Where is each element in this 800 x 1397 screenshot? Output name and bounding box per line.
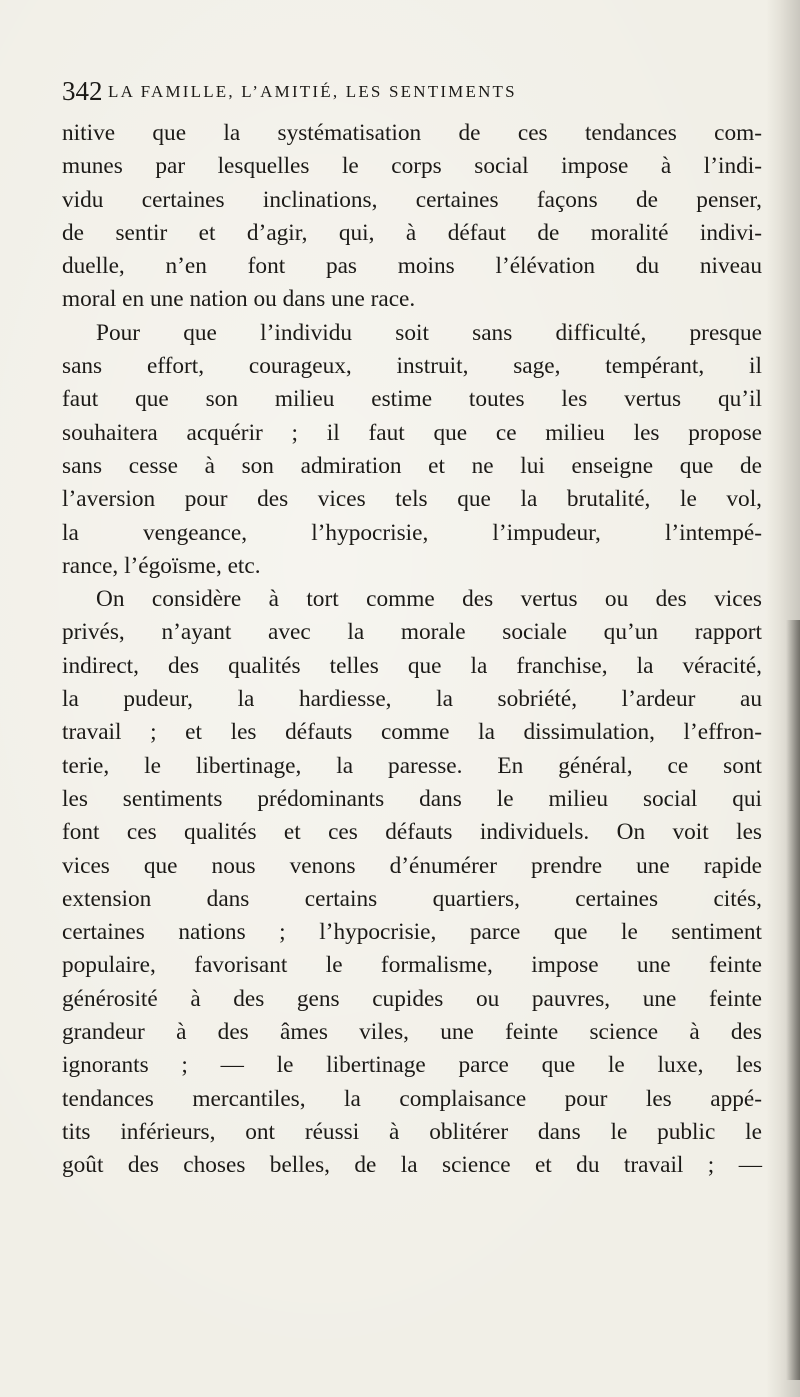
text-line: populaire, favorisant le formalisme, impose une feinte bbox=[62, 952, 762, 979]
text-line: goût des choses belles, de la science et du travail ; — bbox=[62, 1152, 762, 1179]
text-line: travail ; et les défauts comme la dissimulation, l’effron- bbox=[62, 719, 762, 746]
text-line: ignorants ; — le libertinage parce que le luxe, les bbox=[62, 1052, 762, 1079]
text-line: tendances mercantiles, la complaisance pour les appé- bbox=[62, 1085, 762, 1112]
text-line: indirect, des qualités telles que la franchise, la véracité, bbox=[62, 652, 762, 679]
text-line: la vengeance, l’hypocrisie, l’impudeur, l’intempé- bbox=[62, 519, 762, 546]
binding-shadow bbox=[786, 620, 800, 1380]
text-line: générosité à des gens cupides ou pauvres, une feinte bbox=[62, 985, 762, 1012]
text-line: l’aversion pour des vices tels que la brutalité, le vol, bbox=[62, 486, 762, 513]
text-line: certaines nations ; l’hypocrisie, parce que le sentiment bbox=[62, 919, 762, 946]
paragraph-start-line: Pour que l’individu soit sans difficulté, presque bbox=[96, 319, 762, 346]
text-line: font ces qualités et ces défauts individuels. On voit les bbox=[62, 819, 762, 846]
text-line: duelle, n’en font pas moins l’élévation du niveau bbox=[62, 253, 762, 280]
paragraph-end-line: rance, l’égoïsme, etc. bbox=[62, 552, 261, 579]
body-text bbox=[62, 117, 762, 1183]
text-line: privés, n’ayant avec la morale sociale qu’un rapport bbox=[62, 619, 762, 646]
text-line: la pudeur, la hardiesse, la sobriété, l’ardeur au bbox=[62, 686, 762, 713]
text-line: de sentir et d’agir, qui, à défaut de moralité indivi- bbox=[62, 219, 762, 246]
text-line: vices que nous venons d’énumérer prendre une rapide bbox=[62, 852, 762, 879]
running-head: LA FAMILLE, L’AMITIÉ, LES SENTIMENTS bbox=[108, 82, 517, 101]
text-line: munes par lesquelles le corps social impose à l’indi- bbox=[62, 153, 762, 180]
text-line: terie, le libertinage, la paresse. En général, ce sont bbox=[62, 752, 762, 779]
page-number: 342 bbox=[62, 76, 103, 106]
text-line: sans effort, courageux, instruit, sage, tempérant, il bbox=[62, 353, 762, 380]
paragraph-start-line: On considère à tort comme des vertus ou des vices bbox=[96, 586, 762, 613]
text-line: tits inférieurs, ont réussi à oblitérer dans le public le bbox=[62, 1118, 762, 1145]
page-header bbox=[62, 76, 762, 112]
paragraph-end-line: moral en une nation ou dans une race. bbox=[62, 286, 416, 313]
text-line: grandeur à des âmes viles, une feinte science à des bbox=[62, 1019, 762, 1046]
text-line: nitive que la systématisation de ces tendances com- bbox=[62, 120, 762, 146]
text-line: faut que son milieu estime toutes les vertus qu’il bbox=[62, 386, 762, 413]
text-line: extension dans certains quartiers, certaines cités, bbox=[62, 885, 762, 912]
text-line: sans cesse à son admiration et ne lui enseigne que de bbox=[62, 452, 762, 479]
text-line: vidu certaines inclinations, certaines façons de penser, bbox=[62, 186, 762, 213]
text-line: les sentiments prédominants dans le milieu social qui bbox=[62, 785, 762, 812]
text-line: souhaitera acquérir ; il faut que ce milieu les propose bbox=[62, 419, 762, 446]
